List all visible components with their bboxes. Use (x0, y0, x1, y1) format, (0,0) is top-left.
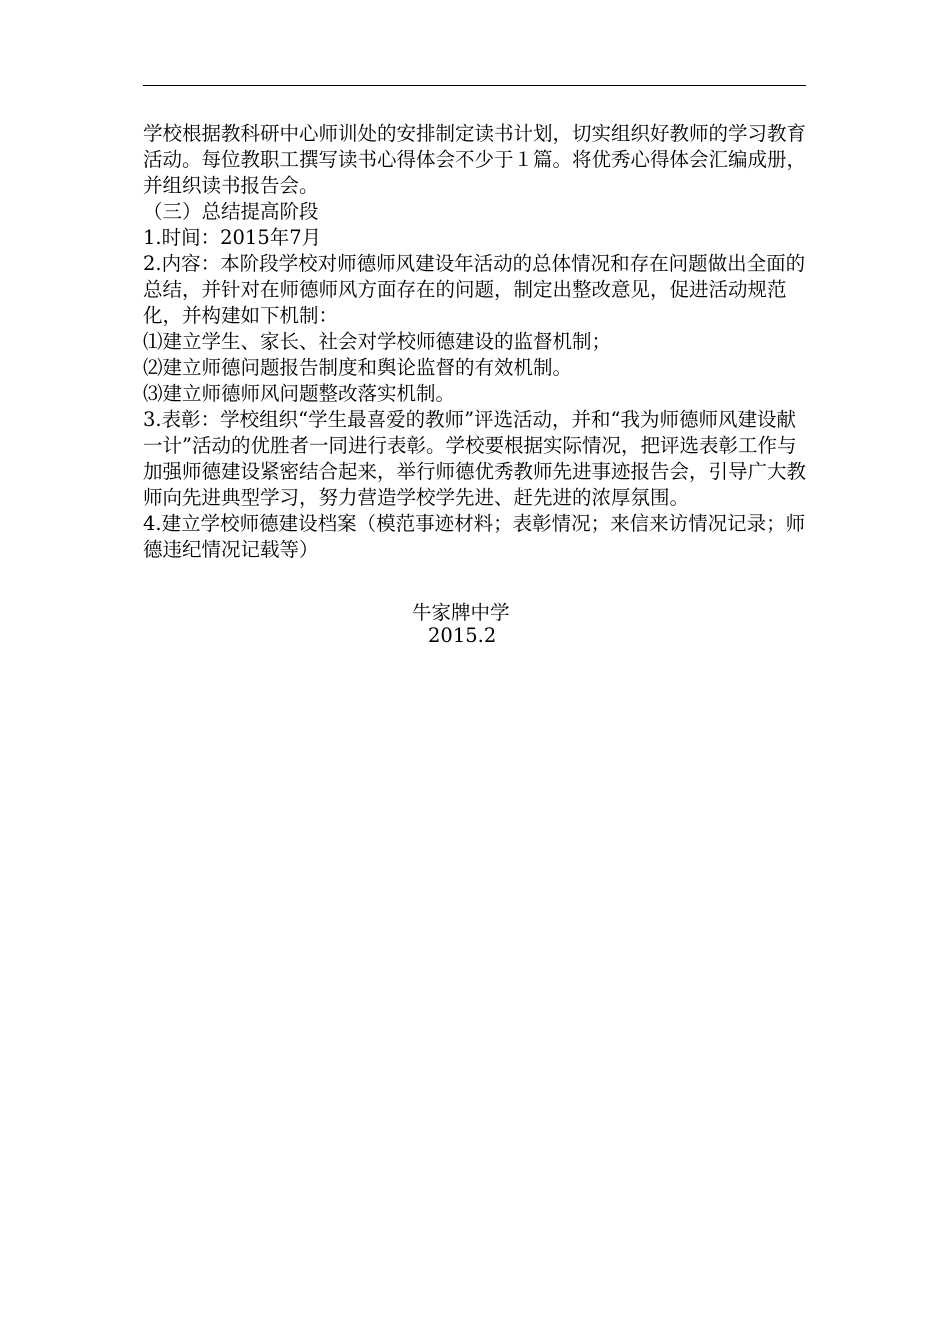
list-item-mechanism-1: ⑴建立学生、家长、社会对学校师德建设的监督机制； (143, 330, 612, 353)
paragraph-content: 2.内容：本阶段学校对师德师风建设年活动的总体情况和存在问题做出全面的总结，并针对在师德师风方面存在的问题，制定出整改意见，促进活动规范化，并构建如下机制： (143, 252, 806, 327)
heading-stage-three: （三）总结提高阶段 (143, 200, 319, 223)
paragraph-time: 1.时间：2015年7月 (143, 226, 322, 249)
paragraph-commendation: 3.表彰：学校组织“学生最喜爱的教师”评选活动，并和“我为师德师风建设献一计”活动的优胜者一同进行表彰。学校要根据实际情况，把评选表彰工作与加强师德建设紧密结合起来，举行师德优秀教师先进事迹报告会，引导广大教师向先进典型学习，努力营造学校学先进、赶先进的浓厚氛围。 (143, 408, 807, 509)
list-item-mechanism-2: ⑵建立师德问题报告制度和舆论监督的有效机制。 (143, 356, 573, 379)
list-item-mechanism-3: ⑶建立师德师风问题整改落实机制。 (143, 382, 456, 405)
paragraph-reading-plan: 学校根据教科研中心师训处的安排制定读书计划，切实组织好教师的学习教育活动。每位教职工撰写读书心得体会不少于１篇。将优秀心得体会汇编成册，并组织读书报告会。 (143, 122, 807, 197)
paragraph-archive: 4.建立学校师德建设档案（模范事迹材料；表彰情况；来信来访情况记录；师德违纪情况记载等） (143, 512, 806, 561)
header-rule (143, 85, 806, 86)
signature-organization: 牛家牌中学 (412, 601, 510, 624)
body-text (143, 121, 813, 563)
signature-date: 2015.2 (428, 624, 497, 647)
